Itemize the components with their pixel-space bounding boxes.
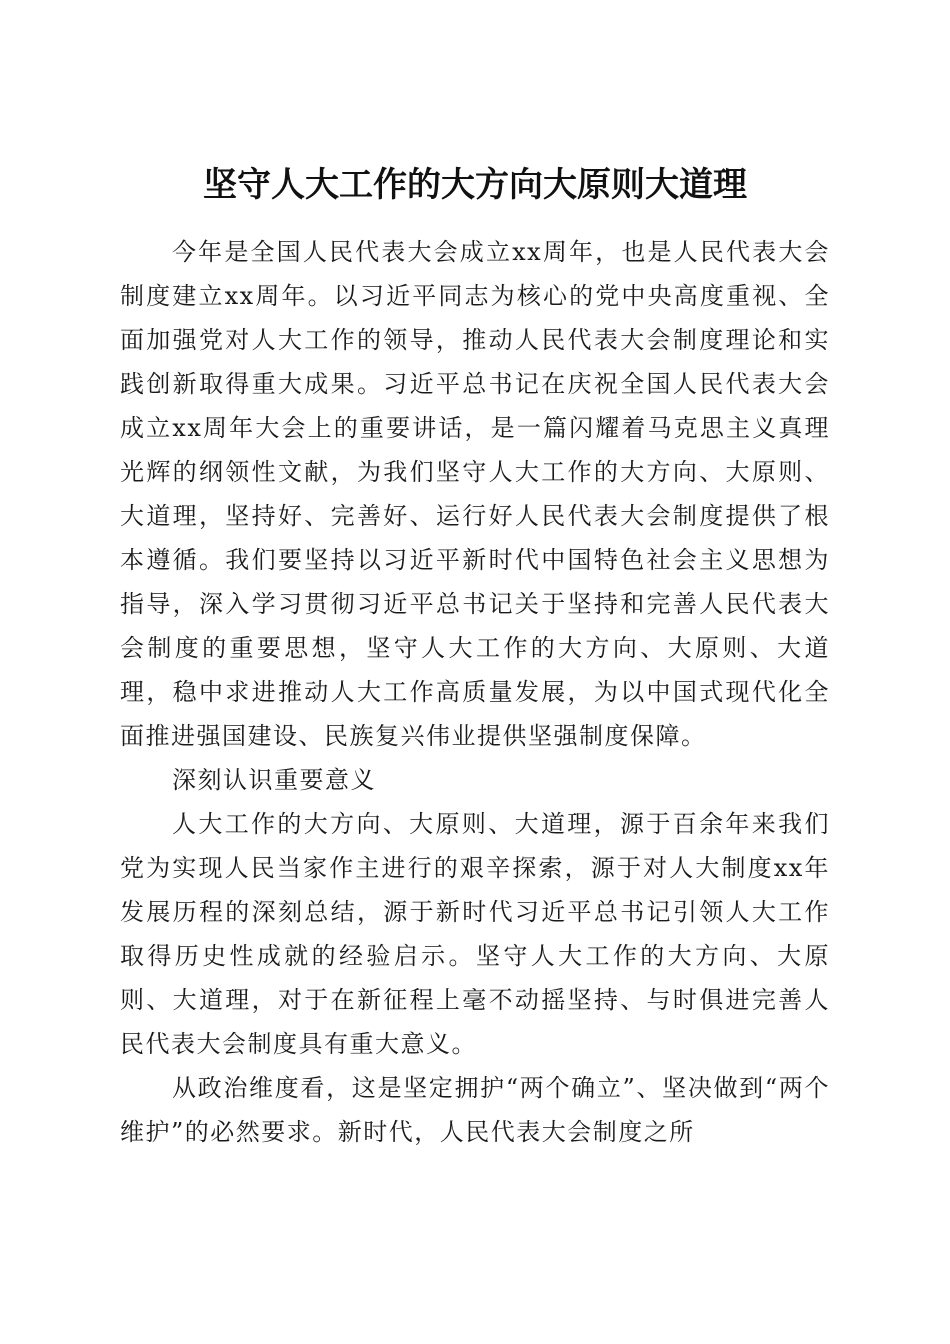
document-body: [120, 230, 830, 1154]
section-heading: 深刻认识重要意义: [172, 766, 376, 794]
intro-paragraph: 今年是全国人民代表大会成立xx周年，也是人民代表大会制度建立xx周年。以习近平同志为核心的党中央高度重视、全面加强党对人大工作的领导，推动人民代表大会制度理论和实践创新取得重大成果。习近平总书记在庆祝全国人民代表大会成立xx周年大会上的重要讲话，是一篇闪耀着马克思主义真理光辉的纲领性文献，为我们坚守人大工作的大方向、大原则、大道理，坚持好、完善好、运行好人民代表大会制度提供了根本遵循。我们要坚持以习近平新时代中国特色社会主义思想为指导，深入学习贯彻习近平总书记关于坚持和完善人民代表大会制度的重要思想，坚守人大工作的大方向、大原则、大道理，稳中求进推动人大工作高质量发展，为以中国式现代化全面推进强国建设、民族复兴伟业提供坚强制度保障。: [120, 238, 830, 750]
section-paragraph-2: 从政治维度看，这是坚定拥护“两个确立”、坚决做到“两个维护”的必然要求。新时代，人民代表大会制度之所: [120, 1074, 830, 1146]
section-paragraph-1: 人大工作的大方向、大原则、大道理，源于百余年来我们党为实现人民当家作主进行的艰辛探索，源于对人大制度xx年发展历程的深刻总结，源于新时代习近平总书记引领人大工作取得历史性成就的经验启示。坚守人大工作的大方向、大原则、大道理，对于在新征程上毫不动摇坚持、与时俱进完善人民代表大会制度具有重大意义。: [120, 810, 830, 1058]
document-title: 坚守人大工作的大方向大原则大道理: [203, 164, 747, 205]
